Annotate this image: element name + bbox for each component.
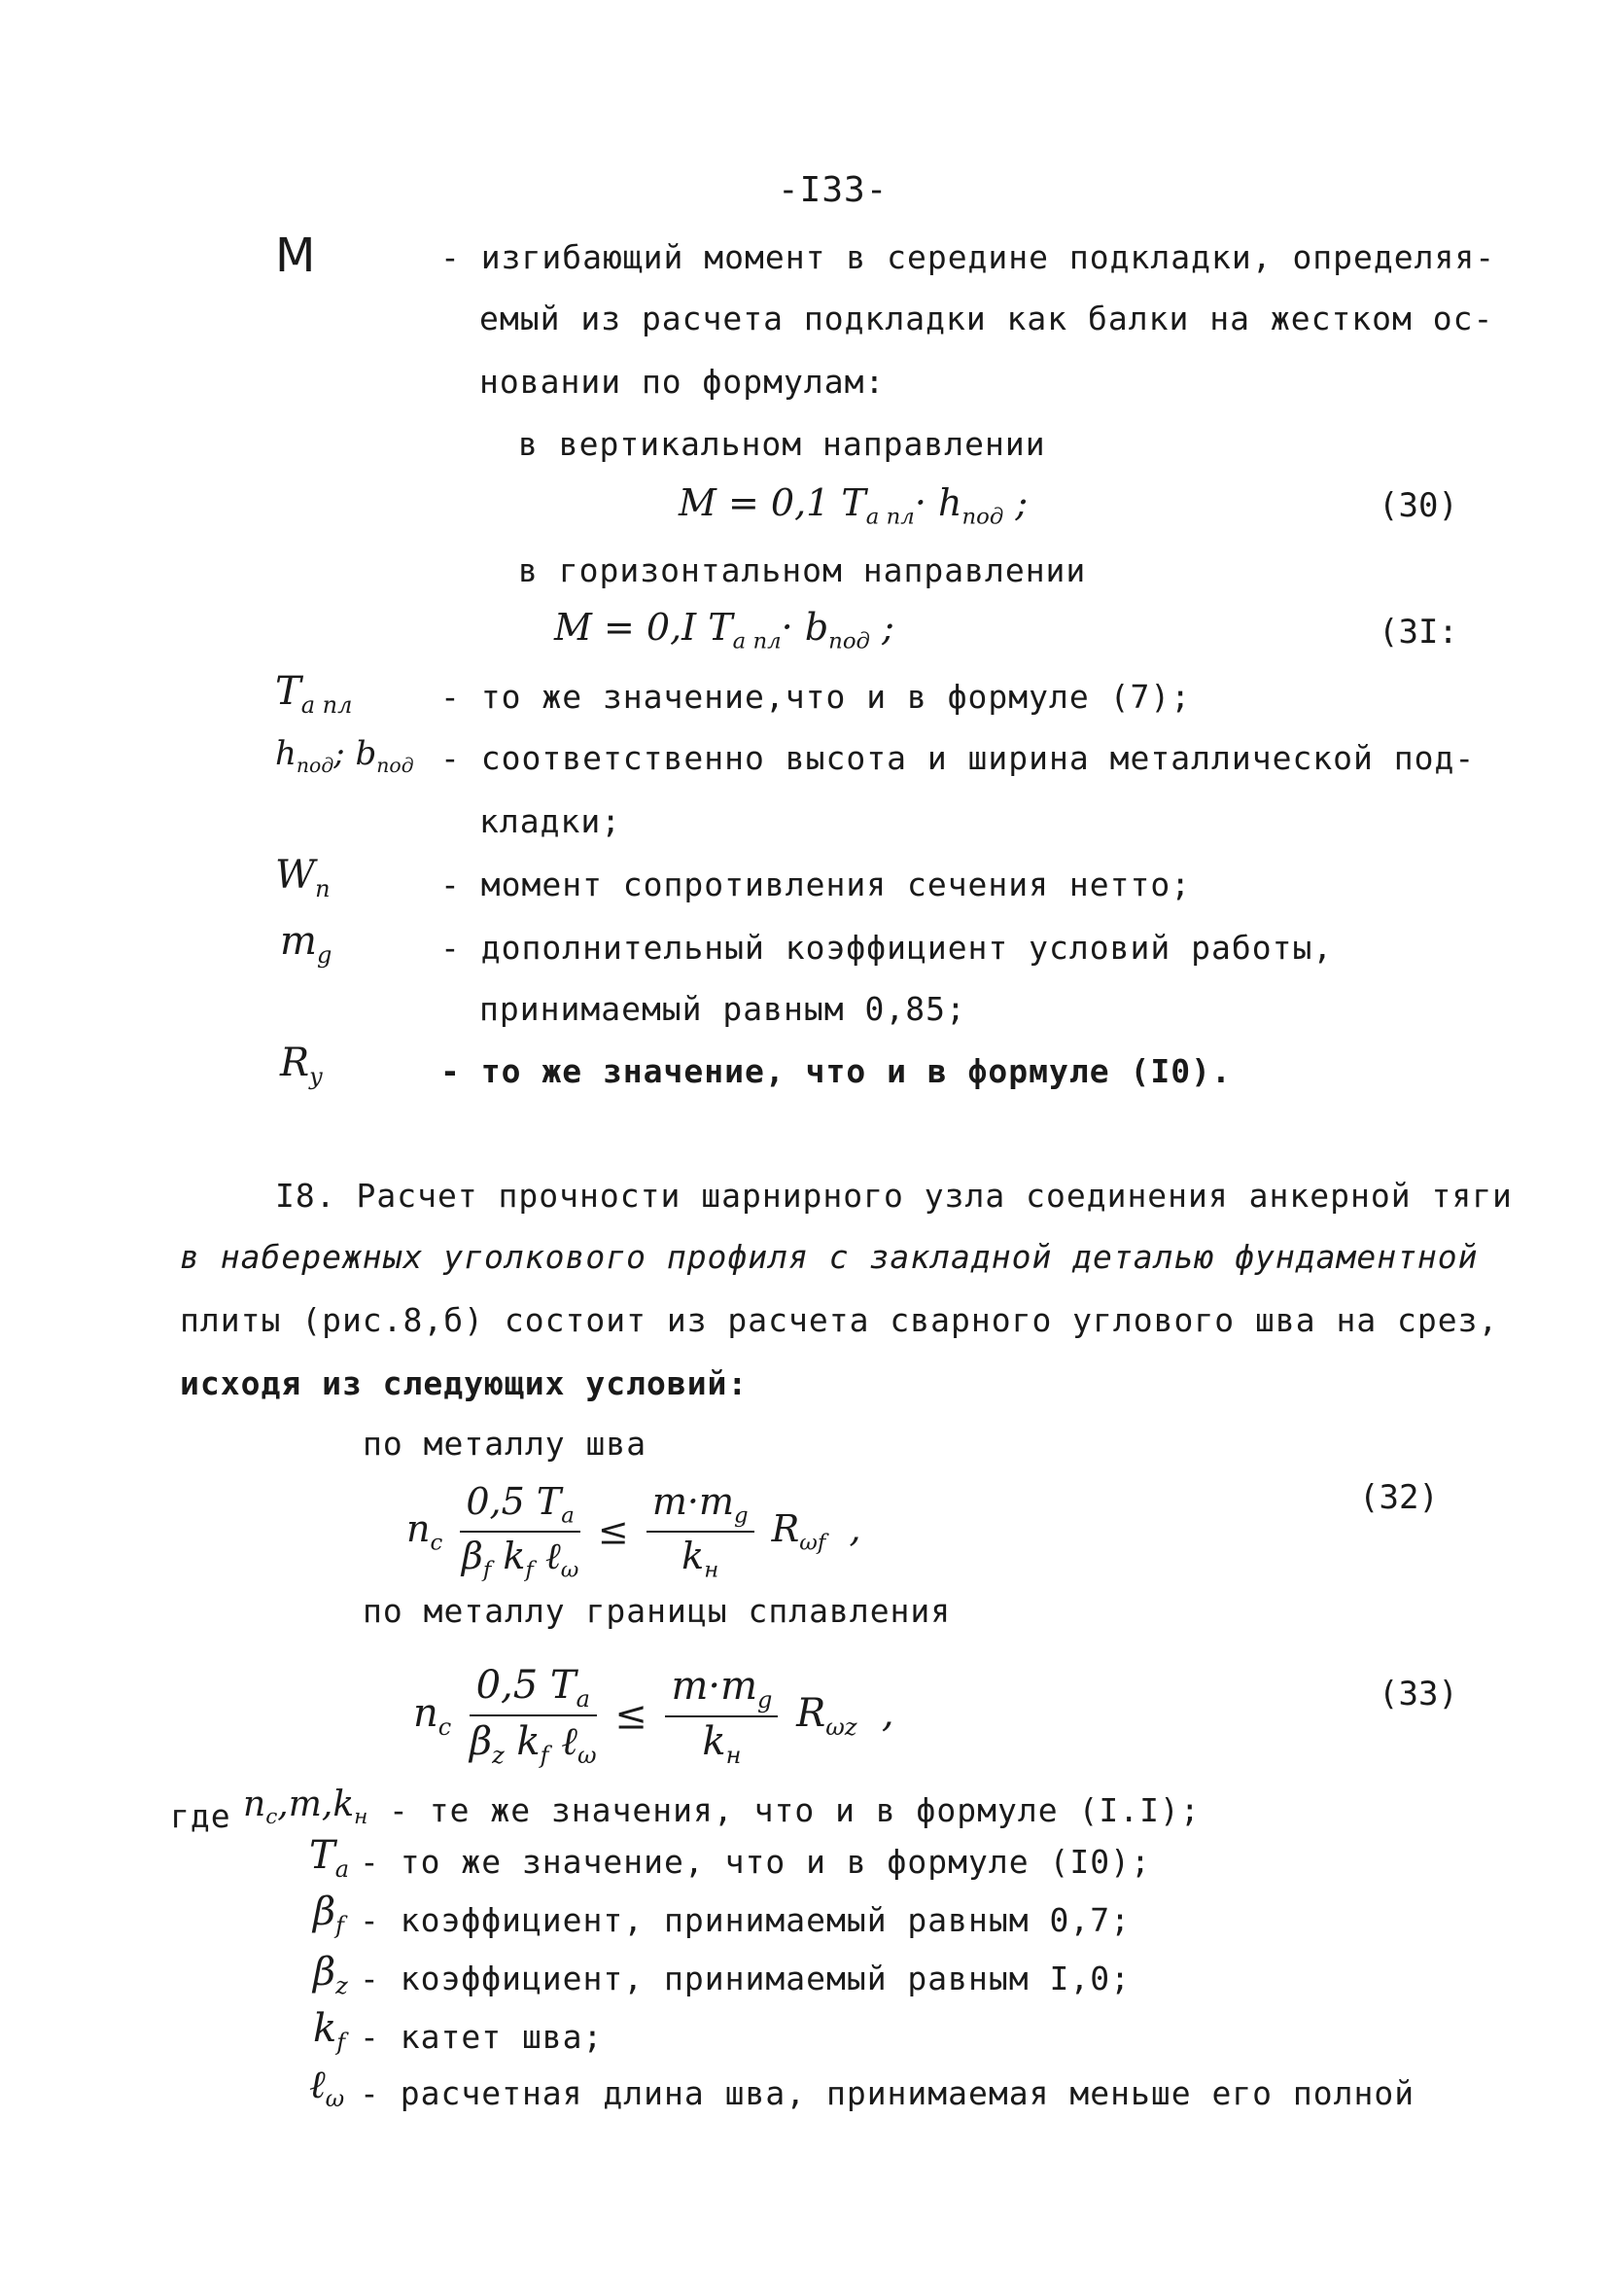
definition-M-line1: - изгибающий момент в середине подкладки, определяя-: [440, 238, 1496, 276]
equation-number-33: (33): [1379, 1675, 1458, 1713]
definition-T-apl: - то же значение,что и в формуле (7);: [440, 678, 1192, 716]
definition-M-line2: емый из расчета подкладки как балки на жестком ос-: [479, 300, 1494, 337]
paragraph-18-line3: плиты (рис.8,б) состоит из расчета сварного углового шва на срез,: [180, 1301, 1499, 1339]
paragraph-18-line2: в набережных уголкового профиля с закладной деталью фундаментной: [180, 1238, 1479, 1276]
equation-number-32: (32): [1359, 1478, 1439, 1517]
metal-seam-label: по металлу шва: [363, 1425, 647, 1463]
definition-h-b-line1: - соответственно высота и ширина металлической под-: [440, 739, 1476, 777]
page-number: -I33-: [778, 170, 889, 210]
equation-number-31: (3I:: [1379, 613, 1458, 652]
definition-T-a: - то же значение, что и в формуле (I0);: [360, 1843, 1151, 1881]
definition-M-line3: новании по формулам:: [479, 363, 886, 401]
definition-beta-f: - коэффициент, принимаемый равным 0,7;: [360, 1901, 1131, 1939]
paragraph-18-line1: I8. Расчет прочности шарнирного узла соединения анкерной тяги: [275, 1177, 1513, 1215]
symbol-T-apl: $T_{a пл}$: [275, 669, 353, 719]
fusion-boundary-label: по металлу границы сплавления: [363, 1592, 952, 1630]
symbol-k-f: $k_f$: [313, 2006, 346, 2056]
symbol-beta-f: $\beta_f$: [313, 1890, 345, 1939]
definition-m-g-line1: - дополнительный коэффициент условий работы,: [440, 929, 1334, 967]
formula-33: $n_c$ $\frac{0,5 T_a}{\beta_z k_f \ell_\omega}$ ≤ $\frac{m\cdot m_g}{k_н}$ $R_{\omega z}$ ,: [413, 1663, 894, 1769]
symbol-beta-z: $\beta_z$: [313, 1950, 348, 1999]
definition-beta-z: - коэффициент, принимаемый равным I,0;: [360, 1960, 1131, 1997]
symbol-M: M: [275, 229, 316, 283]
paragraph-18-line4: исходя из следующих условий:: [180, 1364, 749, 1402]
where-word: где: [170, 1797, 231, 1835]
definition-R-y: - то же значение, что и в формуле (I0).: [440, 1052, 1232, 1090]
definition-m-g-line2: принимаемый равным 0,85;: [479, 990, 966, 1028]
symbol-T-a: $T_a$: [309, 1833, 349, 1883]
definition-nc-m-kn: - те же значения, что и в формуле (I.I);: [389, 1791, 1201, 1829]
formula-30: M = 0,1 $T_{a пл}\cdot h_{под}$ ;: [679, 481, 1029, 530]
vertical-direction-label: в вертикальном направлении: [518, 425, 1046, 463]
symbol-W-n: $W_n$: [275, 853, 331, 902]
equation-number-30: (30): [1379, 486, 1458, 525]
symbol-h-b-pod: $h_{под}$; $b_{под}$: [275, 734, 414, 777]
symbol-nc-m-kn: $n_c,m,k_н$: [243, 1784, 368, 1830]
formula-31: M = 0,I $T_{a пл}\cdot b_{под}$ ;: [554, 606, 894, 654]
formula-32: $n_c$ $\frac{0,5 T_a}{\beta_f k_f \ell_\omega}$ ≤ $\frac{m\cdot m_g}{k_н}$ $R_{\omega f}$ ,: [406, 1480, 861, 1583]
definition-h-b-line2: кладки;: [479, 802, 622, 840]
symbol-l-omega: ℓ$_\omega$: [309, 2063, 345, 2112]
symbol-m-g: $m_g$: [280, 919, 332, 969]
definition-k-f: - катет шва;: [360, 2018, 604, 2056]
symbol-R-y: $R_y$: [280, 1041, 323, 1090]
horizontal-direction-label: в горизонтальном направлении: [518, 551, 1087, 589]
definition-W-n: - момент сопротивления сечения нетто;: [440, 865, 1192, 903]
definition-l-omega: - расчетная длина шва, принимаемая меньше его полной: [360, 2074, 1415, 2112]
